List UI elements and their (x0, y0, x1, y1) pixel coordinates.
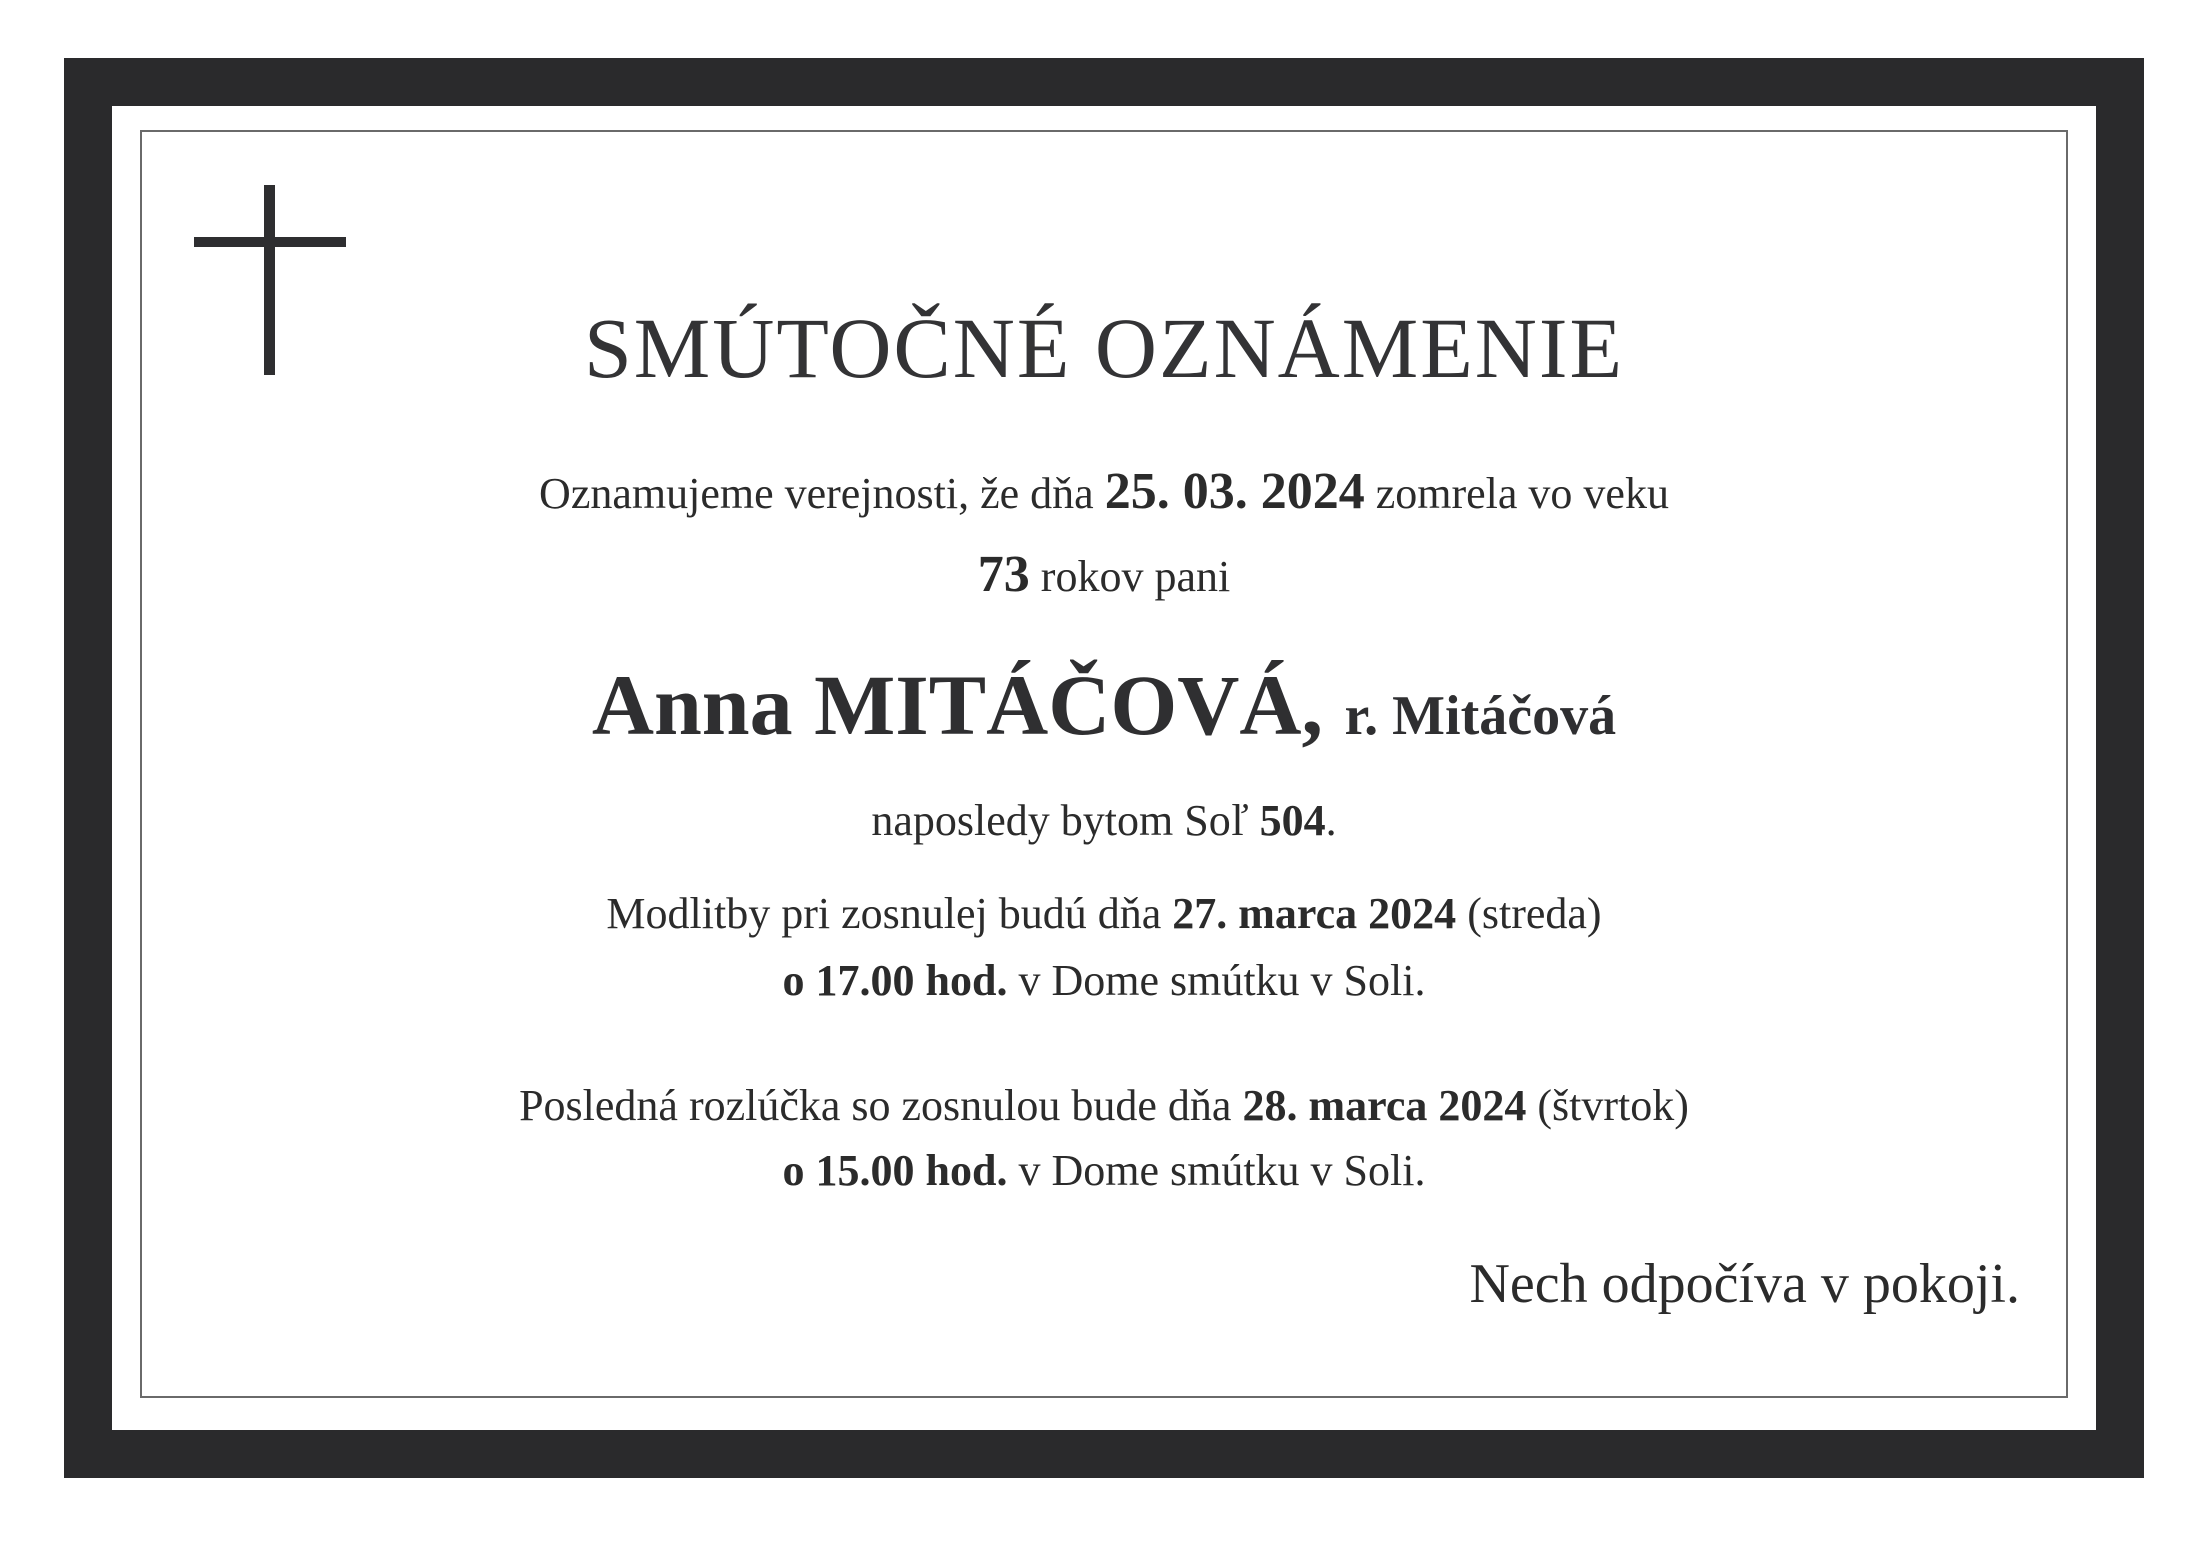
deceased-name: Anna MITÁČOVÁ, (591, 657, 1323, 753)
closing-line: Nech odpočíva v pokoji. (1469, 1253, 2020, 1315)
prayers-line (140, 888, 2068, 939)
farewell-time-line (140, 1145, 2068, 1196)
age-suffix: rokov pani (1040, 552, 1231, 601)
residence-line (140, 795, 2068, 846)
announcement-intro: Oznamujeme verejnosti, že dňa (539, 469, 1094, 518)
age-value: 73 (977, 546, 1030, 603)
farewell-place: v Dome smútku v Soli. (1018, 1146, 1426, 1195)
residence-number: 504 (1259, 796, 1326, 845)
prayers-place: v Dome smútku v Soli. (1018, 956, 1426, 1005)
farewell-day: (štvrtok) (1537, 1081, 1689, 1130)
prayers-day: (streda) (1467, 889, 1602, 938)
page-title: SMÚTOČNÉ OZNÁMENIE (583, 300, 1625, 396)
announcement-line (140, 462, 2068, 521)
deceased-name-line (140, 655, 2068, 755)
prayers-time: o 17.00 hod. (782, 956, 1008, 1005)
farewell-date: 28. marca 2024 (1242, 1081, 1527, 1130)
farewell-line (140, 1080, 2068, 1131)
prayers-time-line (140, 955, 2068, 1006)
farewell-time: o 15.00 hod. (782, 1146, 1008, 1195)
maiden-name: r. Mitáčová (1344, 685, 1617, 747)
age-line (140, 545, 2068, 604)
prayers-prefix: Modlitby pri zosnulej budú dňa (606, 889, 1162, 938)
farewell-prefix: Posledná rozlúčka so zosnulou bude dňa (519, 1081, 1232, 1130)
date-of-death: 25. 03. 2024 (1104, 463, 1365, 520)
announcement-intro-end: zomrela vo veku (1375, 469, 1669, 518)
prayers-date: 27. marca 2024 (1172, 889, 1457, 938)
residence-prefix: naposledy bytom Soľ (871, 796, 1249, 845)
residence-suffix: . (1325, 796, 1337, 845)
